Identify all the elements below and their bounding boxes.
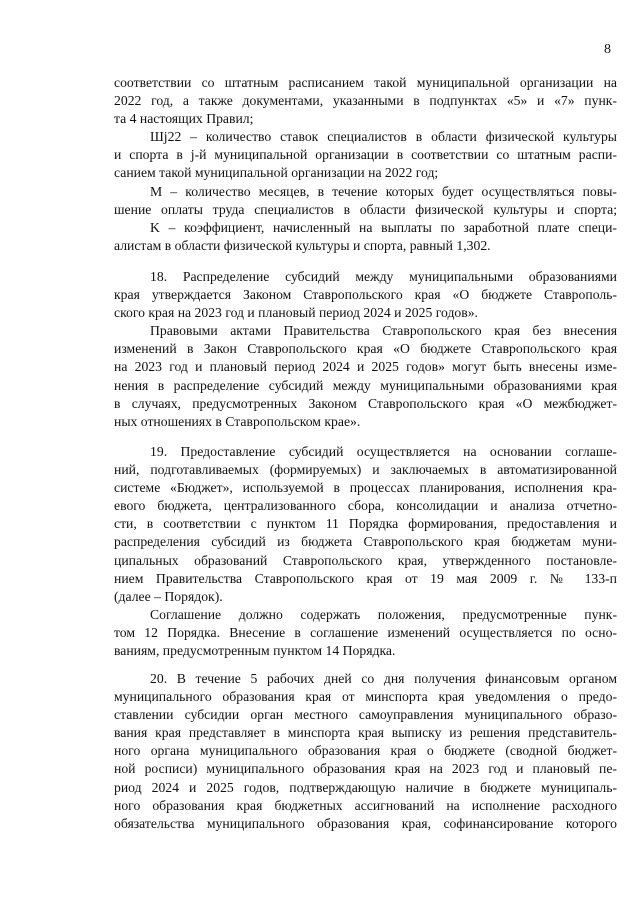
text-line: риод 2024 и 2025 годов, подтверждающую наличие в бюджете муниципаль- [114, 779, 617, 795]
text-line: обязательства муниципального образования края, софинансирование которого [114, 815, 617, 831]
text-line: вания края представляет в минспорта края выписку из решения представитель- [114, 725, 617, 741]
text-line: ваниям, предусмотренным пунктом 14 Порядка. [114, 643, 396, 659]
text-line: сти, в соответствии с пунктом 11 Порядка формирования, предоставления и [114, 516, 617, 532]
text-line: изменений в Закон Ставропольского края «О бюджете Ставропольского края [114, 341, 617, 357]
paragraph-block [114, 74, 617, 255]
paragraph-block [114, 670, 617, 833]
text-line: ного органа муниципального образования края о бюджете (сводной бюджет- [114, 743, 617, 759]
text-line: на 2023 год и плановый период 2024 и 2025 годов» могут быть внесены изме- [114, 359, 617, 375]
text-line: ского края на 2023 год и плановый период 2024 и 2025 годов». [114, 305, 478, 321]
text-line: та 4 настоящих Правил; [114, 111, 254, 127]
paragraph-block [114, 268, 617, 431]
text-line: нения в распределение субсидий между муниципальными образованиями края [114, 377, 617, 393]
text-line: нием Правительства Ставропольского края от 19 мая 2009 г. № 133-п [114, 570, 617, 586]
text-line: 2022 год, а также документами, указанными в подпунктах «5» и «7» пунк- [114, 93, 617, 109]
text-line: Шj22 – количество ставок специалистов в области физической культуры [150, 129, 617, 145]
text-line: 20. В течение 5 рабочих дней со дня получения финансовым органом [150, 671, 617, 686]
text-line: алистам в области физической культуры и спорта, равный 1,302. [114, 237, 491, 253]
text-line: санием такой муниципальной организации на 2022 год; [114, 165, 439, 181]
text-line: ного образования края бюджетных ассигнований на исполнение расходного [114, 797, 617, 813]
text-line: ной росписи) муниципального образования края на 2023 год и плановый пе- [114, 761, 617, 777]
text-line: ципальных образований Ставропольского края, утвержденного постановле- [114, 552, 617, 568]
text-line: Правовыми актами Правительства Ставропольского края без внесения [150, 323, 617, 339]
text-line: Соглашение должно содержать положения, предусмотренные пунк- [150, 606, 617, 622]
text-line: края утверждается Законом Ставропольского края «О бюджете Ставрополь- [114, 287, 617, 303]
text-line: системе «Бюджет», используемой в процессах планирования, исполнения кра- [114, 480, 617, 496]
text-line: ных отношениях в Ставропольском крае». [114, 413, 361, 429]
text-line: М – количество месяцев, в течение которых будет осуществляться повы- [150, 183, 617, 199]
text-line: и спорта в j-й муниципальной организации в соответствии со штатным распи- [114, 147, 617, 163]
text-line: 18. Распределение субсидий между муниципальными образованиями [150, 269, 617, 284]
text-line: шение оплаты труда специалистов в области физической культуры и спорта; [114, 201, 617, 217]
text-line: том 12 Порядка. Внесение в соглашение изменений осуществляется по осно- [114, 624, 617, 640]
text-line: распределения субсидий из бюджета Ставропольского края бюджетам муни- [114, 534, 617, 550]
text-line: ставлении субсидии орган местного самоуправления муниципального образо- [114, 707, 617, 723]
paragraph-block [114, 443, 617, 660]
text-line: соответствии со штатным расписанием такой муниципальной организации на [114, 75, 617, 90]
text-line: ний, подготавливаемых (формируемых) и заключаемых в автоматизированной [114, 462, 617, 478]
text-line: муниципального образования края от минспорта края уведомления о предо- [114, 689, 617, 705]
text-line: (далее – Порядок). [114, 588, 223, 604]
text-line: K – коэффициент, начисленный на выплаты по заработной плате специ- [150, 219, 617, 235]
page-number: 8 [604, 42, 611, 57]
text-line: 19. Предоставление субсидий осуществляется на основании соглаше- [150, 444, 617, 459]
text-line: евого бюджета, централизованного сбора, консолидации и анализа отчетно- [114, 498, 617, 514]
text-line: в случаях, предусмотренных Законом Ставропольского края «О межбюджет- [114, 395, 617, 411]
